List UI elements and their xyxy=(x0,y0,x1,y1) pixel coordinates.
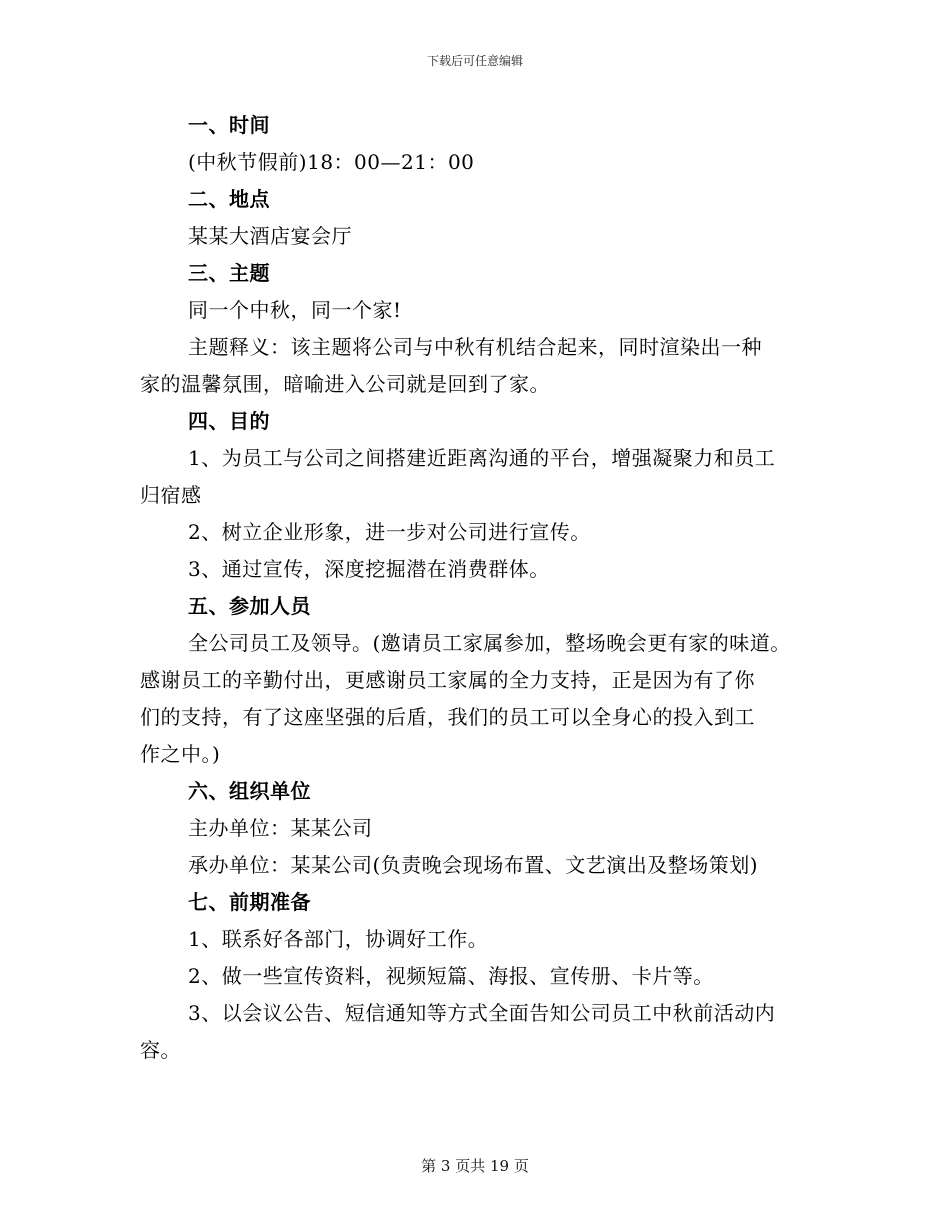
organizer-undertaker: 承办单位：某某公司(负责晚会现场布置、文艺演出及整场策划) xyxy=(188,853,759,877)
organizer-host: 主办单位：某某公司 xyxy=(188,816,373,840)
page-footer: 第 3 页共 19 页 xyxy=(421,1157,529,1175)
section-heading-participants: 五、参加人员 xyxy=(188,594,311,618)
preparation-item-3-line-2: 容。 xyxy=(140,1038,181,1062)
section-heading-time: 一、时间 xyxy=(188,113,270,137)
preparation-item-2: 2、做一些宣传资料，视频短篇、海报、宣传册、卡片等。 xyxy=(188,964,714,988)
purpose-item-1-line-2: 归宿感 xyxy=(140,483,202,507)
location-value: 某某大酒店宴会厅 xyxy=(188,224,352,248)
page-header: 下载后可任意编辑 xyxy=(426,54,523,68)
document-body xyxy=(140,107,820,1069)
purpose-item-3: 3、通过宣传，深度挖掘潜在消费群体。 xyxy=(188,557,550,581)
participants-line-2: 感谢员工的辛勤付出，更感谢员工家属的全力支持，正是因为有了你 xyxy=(140,668,755,692)
section-heading-location: 二、地点 xyxy=(188,187,270,211)
purpose-item-1-line-1: 1、为员工与公司之间搭建近距离沟通的平台，增强凝聚力和员工 xyxy=(188,446,776,470)
participants-line-3: 们的支持，有了这座坚强的后盾，我们的员工可以全身心的投入到工 xyxy=(140,705,755,729)
preparation-item-3-line-1: 3、以会议公告、短信通知等方式全面告知公司员工中秋前活动内 xyxy=(188,1001,776,1025)
section-heading-theme: 三、主题 xyxy=(188,261,270,285)
theme-explanation-line-1: 主题释义：该主题将公司与中秋有机结合起来，同时渲染出一种 xyxy=(188,335,762,359)
section-heading-purpose: 四、目的 xyxy=(188,409,270,433)
theme-explanation-line-2: 家的温馨氛围，暗喻进入公司就是回到了家。 xyxy=(140,372,550,396)
preparation-item-1: 1、联系好各部门，协调好工作。 xyxy=(188,927,489,951)
participants-line-4: 作之中。) xyxy=(140,742,221,766)
participants-line-1: 全公司员工及领导。(邀请员工家属参加，整场晚会更有家的味道。 xyxy=(188,631,791,655)
purpose-item-2: 2、树立企业形象，进一步对公司进行宣传。 xyxy=(188,520,591,544)
section-heading-preparation: 七、前期准备 xyxy=(188,890,311,914)
theme-value: 同一个中秋，同一个家! xyxy=(188,298,402,322)
section-heading-organizers: 六、组织单位 xyxy=(188,779,311,803)
time-value: (中秋节假前)18：00—21：00 xyxy=(188,150,475,174)
